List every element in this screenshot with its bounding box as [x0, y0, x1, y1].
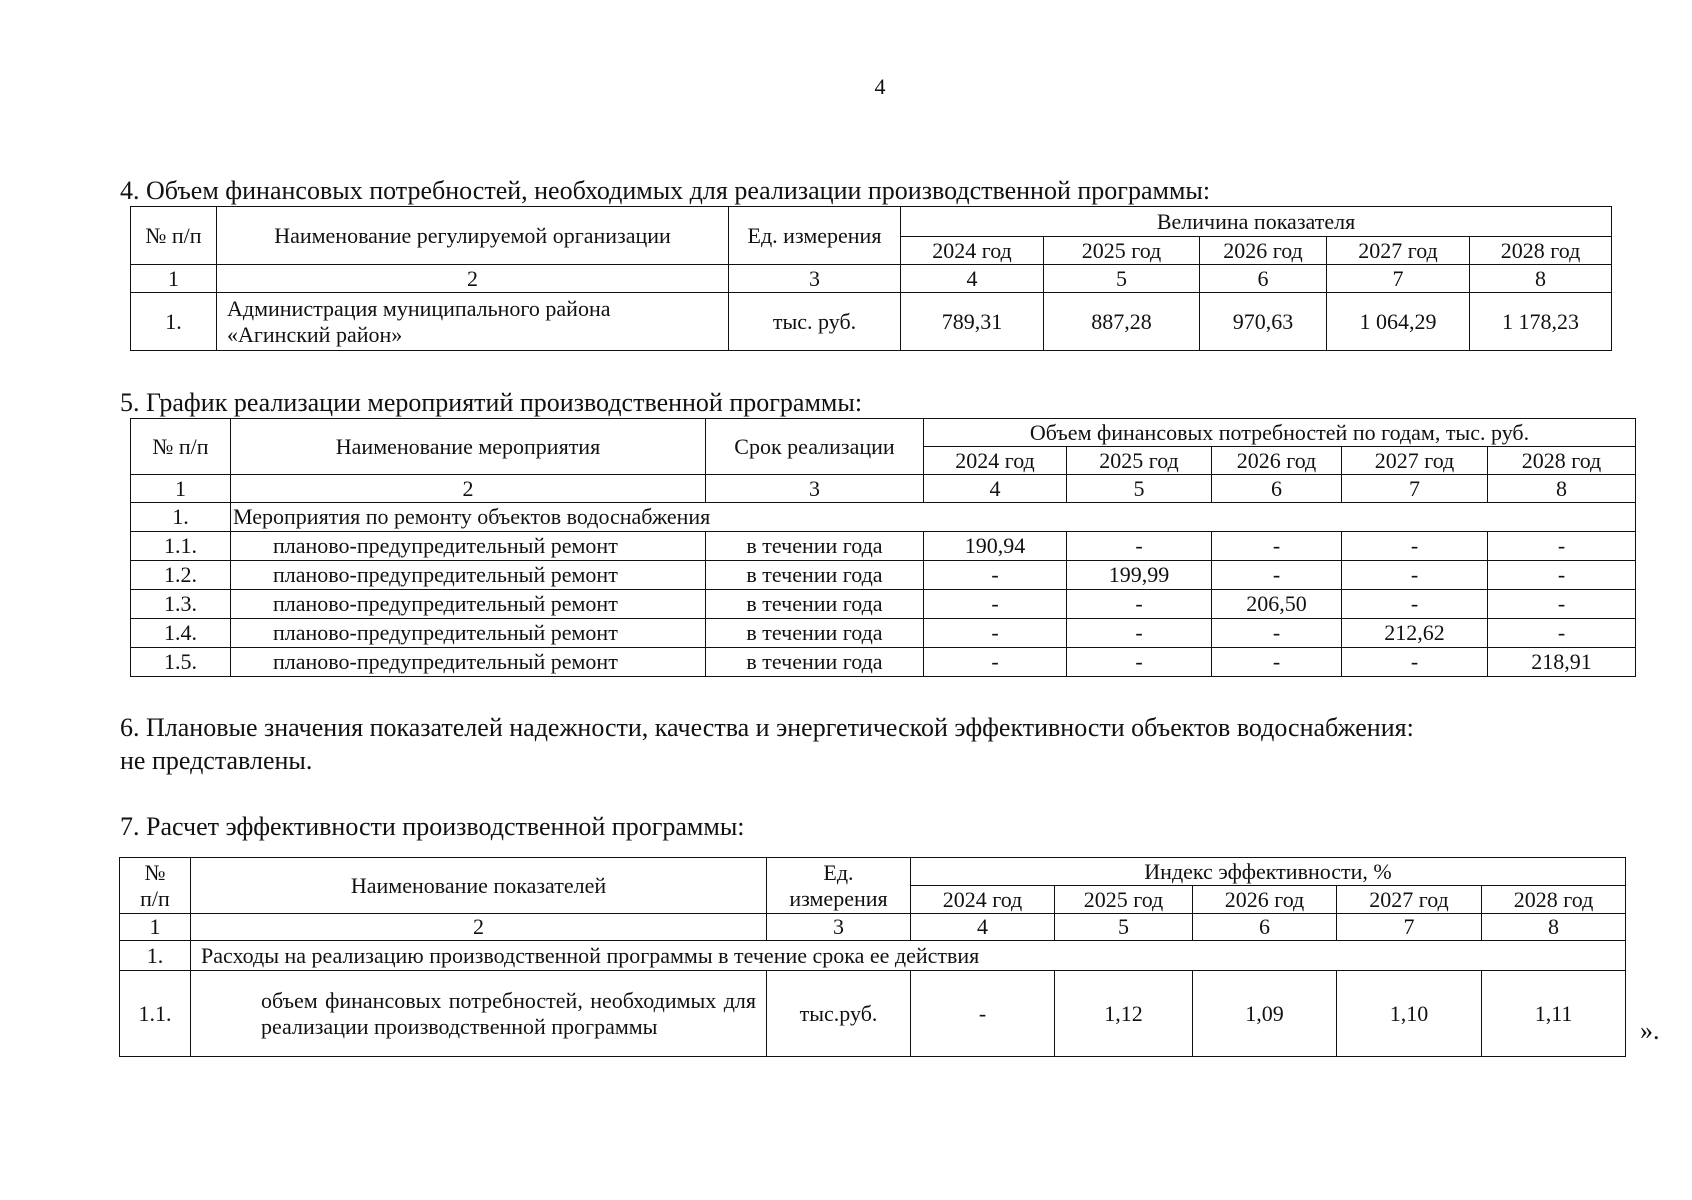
value-cell: - [924, 590, 1067, 619]
column-number: 7 [1342, 475, 1488, 503]
value-cell: - [1067, 648, 1212, 677]
value-cell: 1,10 [1337, 971, 1482, 1057]
value-cell: 212,62 [1342, 619, 1488, 648]
header-num-line: п/п [140, 885, 170, 911]
value-cell: - [924, 619, 1067, 648]
header-year: 2025 год [1044, 237, 1200, 265]
indicator-name: объем финансовых потребностей, необходимых для реализации производственной программы [191, 971, 767, 1057]
column-number: 7 [1337, 914, 1482, 941]
value-cell: - [1067, 532, 1212, 561]
activity-name: планово-предупредительный ремонт [231, 590, 706, 619]
group-row [120, 941, 1626, 971]
value-cell: 1,11 [1482, 971, 1626, 1057]
header-year: 2025 год [1055, 886, 1193, 914]
column-number: 4 [901, 265, 1044, 293]
header-unit: Ед. измерения [729, 207, 901, 265]
value-cell: - [1342, 532, 1488, 561]
value-cell: 1,12 [1055, 971, 1193, 1057]
value-cell: 970,63 [1200, 293, 1327, 351]
table-row [131, 532, 1636, 561]
term: в течении года [706, 619, 924, 648]
row-num: 1. [131, 293, 217, 351]
value-cell: - [924, 648, 1067, 677]
header-year: 2028 год [1470, 237, 1612, 265]
header-year: 2028 год [1488, 447, 1636, 475]
column-number: 4 [924, 475, 1067, 503]
column-number: 1 [120, 914, 191, 941]
section-5-title: 5. График реализации мероприятий производственной программы: [120, 388, 863, 417]
header-year: 2024 год [924, 447, 1067, 475]
header-activity-name: Наименование мероприятия [231, 419, 706, 475]
table-row [131, 590, 1636, 619]
term: в течении года [706, 648, 924, 677]
section-7-title: 7. Расчет эффективности производственной программы: [120, 812, 745, 841]
row-num: 1.4. [131, 619, 231, 648]
closing-quote: ». [1640, 1016, 1660, 1045]
column-number: 1 [131, 475, 231, 503]
table-row [131, 293, 1612, 351]
value-cell: - [924, 561, 1067, 590]
row-num: 1.5. [131, 648, 231, 677]
column-number: 3 [706, 475, 924, 503]
value-cell: - [1067, 590, 1212, 619]
column-number: 4 [911, 914, 1055, 941]
value-cell: - [1488, 532, 1636, 561]
activities-schedule-table [130, 418, 1636, 677]
activity-name: планово-предупредительный ремонт [231, 561, 706, 590]
value-cell: - [1488, 619, 1636, 648]
financial-needs-table [130, 206, 1612, 351]
value-cell: - [1067, 619, 1212, 648]
column-number: 8 [1482, 914, 1626, 941]
header-indicator-value: Величина показателя [901, 207, 1612, 237]
column-number: 7 [1327, 265, 1470, 293]
group-row [131, 503, 1636, 532]
group-name: Расходы на реализацию производственной программы в течение срока ее действия [191, 941, 1626, 971]
unit: тыс.руб. [767, 971, 911, 1057]
header-year: 2027 год [1342, 447, 1488, 475]
value-cell: 218,91 [1488, 648, 1636, 677]
header-efficiency-index: Индекс эффективности, % [911, 858, 1626, 886]
header-financial-needs: Объем финансовых потребностей по годам, тыс. руб. [924, 419, 1636, 447]
org-name [217, 293, 729, 351]
header-unit-line: Ед. [823, 860, 854, 886]
header-num [120, 858, 191, 914]
header-year: 2027 год [1327, 237, 1470, 265]
term: в течении года [706, 532, 924, 561]
table-row [120, 971, 1626, 1057]
value-cell: - [1212, 561, 1342, 590]
org-name-line: «Агинский район» [227, 321, 403, 347]
column-number: 2 [231, 475, 706, 503]
value-cell: - [1342, 648, 1488, 677]
column-number: 5 [1055, 914, 1193, 941]
value-cell: 1,09 [1193, 971, 1337, 1057]
header-year: 2028 год [1482, 886, 1626, 914]
header-num-line: № [144, 860, 166, 886]
value-cell: - [1342, 561, 1488, 590]
column-number: 6 [1193, 914, 1337, 941]
value-cell: 1 064,29 [1327, 293, 1470, 351]
header-num: № п/п [131, 419, 231, 475]
section-4-title: 4. Объем финансовых потребностей, необходимых для реализации производственной программы: [120, 176, 1211, 205]
header-org-name: Наименование регулируемой организации [217, 207, 729, 265]
header-num: № п/п [131, 207, 217, 265]
row-num: 1.2. [131, 561, 231, 590]
column-number: 8 [1488, 475, 1636, 503]
table-row [131, 619, 1636, 648]
header-year: 2024 год [901, 237, 1044, 265]
section-6-text: 6. Плановые значения показателей надежности, качества и энергетической эффективности объектов водоснабжения: [120, 713, 1414, 742]
header-year: 2025 год [1067, 447, 1212, 475]
value-cell: - [1212, 648, 1342, 677]
row-num: 1.1. [131, 532, 231, 561]
value-cell: 789,31 [901, 293, 1044, 351]
header-year: 2026 год [1212, 447, 1342, 475]
header-unit [767, 858, 911, 914]
column-number: 6 [1212, 475, 1342, 503]
group-name: Мероприятия по ремонту объектов водоснабжения [231, 503, 1636, 532]
column-number: 8 [1470, 265, 1612, 293]
table-row [131, 648, 1636, 677]
section-6-status: не представлены. [120, 746, 313, 775]
value-cell: 1 178,23 [1470, 293, 1612, 351]
org-name-line: Администрация муниципального района [227, 296, 611, 322]
value-cell: - [1488, 590, 1636, 619]
column-number: 3 [729, 265, 901, 293]
column-number: 2 [191, 914, 767, 941]
unit: тыс. руб. [729, 293, 901, 351]
value-cell: - [1212, 532, 1342, 561]
page-number: 4 [874, 74, 886, 99]
header-year: 2024 год [911, 886, 1055, 914]
value-cell: 190,94 [924, 532, 1067, 561]
activity-name: планово-предупредительный ремонт [231, 532, 706, 561]
column-number: 1 [131, 265, 217, 293]
header-year: 2026 год [1193, 886, 1337, 914]
column-number: 2 [217, 265, 729, 293]
value-cell: - [1212, 619, 1342, 648]
activity-name: планово-предупредительный ремонт [231, 648, 706, 677]
table-row [131, 561, 1636, 590]
header-indicator-name: Наименование показателей [191, 858, 767, 914]
row-num: 1.3. [131, 590, 231, 619]
term: в течении года [706, 561, 924, 590]
column-number: 5 [1067, 475, 1212, 503]
header-unit-line: измерения [789, 885, 888, 911]
value-cell: - [1342, 590, 1488, 619]
header-term: Срок реализации [706, 419, 924, 475]
value-cell: 206,50 [1212, 590, 1342, 619]
term: в течении года [706, 590, 924, 619]
row-num: 1.1. [120, 971, 191, 1057]
row-num: 1. [131, 503, 231, 532]
column-number: 5 [1044, 265, 1200, 293]
header-year: 2027 год [1337, 886, 1482, 914]
column-number: 6 [1200, 265, 1327, 293]
efficiency-table [119, 857, 1626, 1057]
row-num: 1. [120, 941, 191, 971]
column-number: 3 [767, 914, 911, 941]
value-cell: 199,99 [1067, 561, 1212, 590]
activity-name: планово-предупредительный ремонт [231, 619, 706, 648]
value-cell: - [1488, 561, 1636, 590]
value-cell: - [911, 971, 1055, 1057]
header-year: 2026 год [1200, 237, 1327, 265]
value-cell: 887,28 [1044, 293, 1200, 351]
